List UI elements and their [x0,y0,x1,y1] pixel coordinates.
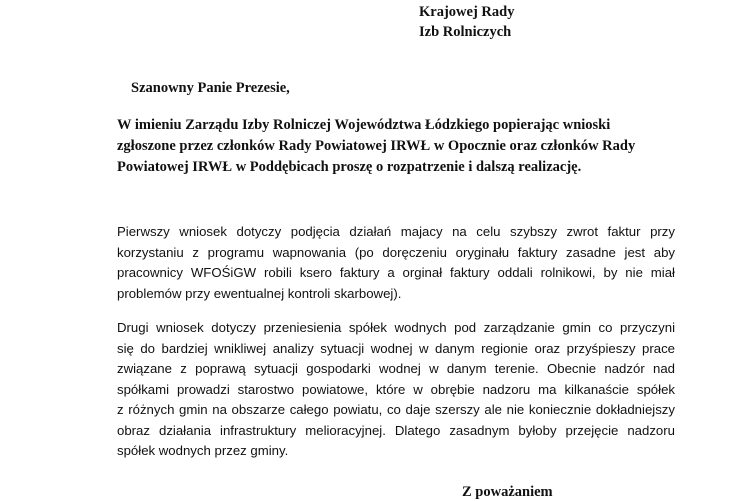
closing-phrase: Z poważaniem [462,484,553,500]
recipient-block [419,2,514,42]
intro-line: zgłoszone przez członków Rady Powiatowej IRWŁ w Opocznie oraz członków Rady [117,138,636,154]
paragraph-line: spółek wodnych przez gminy. [117,443,289,458]
paragraph-line: się do bardziej wnikliwej analizy sytuacji wodnej w danym regionie oraz przyśpieszy prace [117,340,675,356]
paragraph-line: Pierwszy wniosek dotyczy podjęcia działań majacy na celu szybszy zwrot faktur przy [117,224,675,239]
recipient-line: Izb Rolniczych [419,24,512,40]
paragraph-line: Drugi wniosek dotyczy przeniesienia spółek wodnych pod zarządzanie gmin co przyczyni [117,320,675,335]
intro-line: Powiatowej IRWŁ w Poddębicach proszę o rozpatrzenie i dalszą realizację. [117,159,582,175]
recipient-line: Krajowej Rady [419,4,515,20]
paragraph-second-request [117,318,675,462]
salutation: Szanowny Panie Prezesie, [131,80,290,96]
paragraph-line: z różnych gmin na obszarze całego powiatu, co daje szerszy ale nie koniecznie dokładniejszy [117,402,675,417]
paragraph-line: problemów przy ewentualnej kontroli skarbowej). [117,285,402,301]
intro-paragraph [117,115,677,178]
paragraph-line: związane z poprawą sytuacji gospodarki wodnej w danym terenie. Obecnie nadzór nad [117,361,675,376]
intro-line: W imieniu Zarządu Izby Rolniczej Województwa Łódzkiego popierając wnioski [117,117,611,133]
paragraph-line: obraz działania infrastruktury melioracyjnej. Dlatego zasadnym byłoby przejęcie nadzoru [117,422,675,438]
paragraph-first-request [117,222,675,304]
paragraph-line: spółkami prowadzi starostwo powiatowe, które w obrębie nadzoru ma kilkanaście spółek [117,381,675,397]
paragraph-line: pracownicy WFOŚiGW robili ksero faktury a orginał faktury oddali rolnikowi, by nie miał [117,265,675,280]
paragraph-line: korzystaniu z programu wapnowania (po doręczeniu oryginału faktury zasadne jest aby [117,244,675,260]
